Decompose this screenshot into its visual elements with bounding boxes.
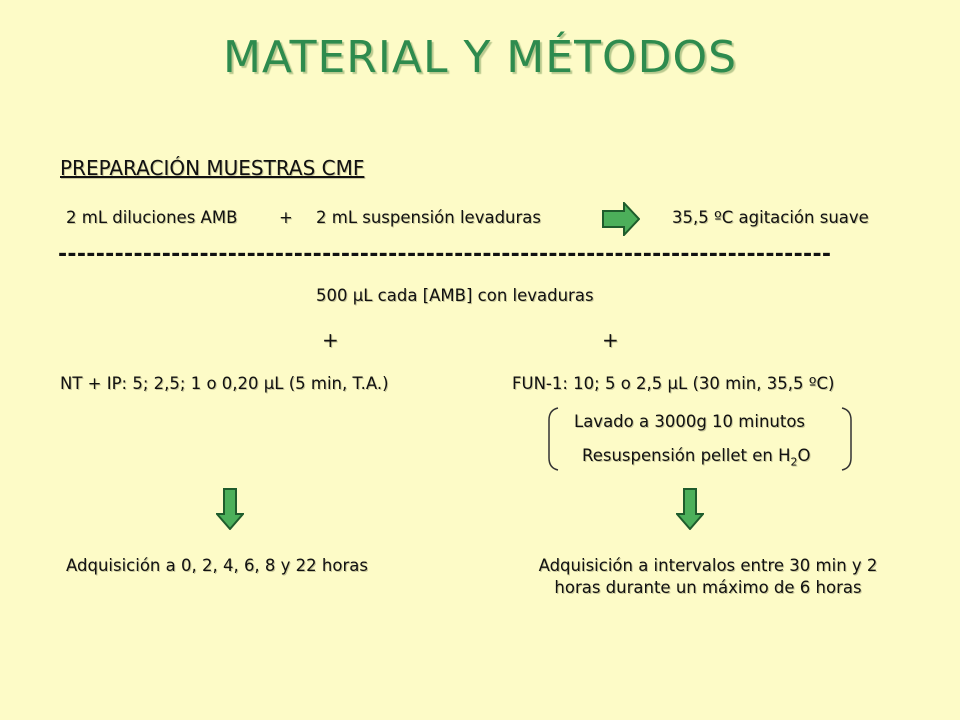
wash-step: Lavado a 3000g 10 minutos [574,412,806,431]
resuspension-step: Resuspensión pellet en $H_2O$ [582,446,811,469]
row1-dilutions: 2 mL diluciones AMB [66,208,238,227]
page-title: MATERIAL Y MÉTODOS [222,32,738,83]
result-right-line1: Adquisición a intervalos entre 30 min y 2 [538,556,878,575]
left-bracket [546,406,560,472]
result-right-line2: horas durante un máximo de 6 horas [554,578,862,597]
stain-nt-ip: NT + IP: 5; 2,5; 1 o 0,20 µL (5 min, T.A.) [60,374,389,393]
row2-text: 500 µL cada [AMB] con levaduras [316,286,594,305]
plus-right: + [602,328,619,352]
arrow-down-icon [216,488,244,530]
arrow-right-icon [602,202,640,236]
section-heading: PREPARACIÓN MUESTRAS CMF [60,156,365,180]
row1-plus: + [279,208,293,227]
plus-left: + [322,328,339,352]
row1-suspension: 2 mL suspensión levaduras [316,208,541,227]
result-left: Adquisición a 0, 2, 4, 6, 8 y 22 horas [66,556,368,575]
right-bracket [840,406,854,472]
arrow-down-icon [676,488,704,530]
row1-incubation: 35,5 ºC agitación suave [672,208,869,227]
stain-fun1: FUN-1: 10; 5 o 2,5 µL (30 min, 35,5 ºC) [512,374,835,393]
dashed-divider: ---------------------------------------------------------------------------------- [58,242,832,267]
